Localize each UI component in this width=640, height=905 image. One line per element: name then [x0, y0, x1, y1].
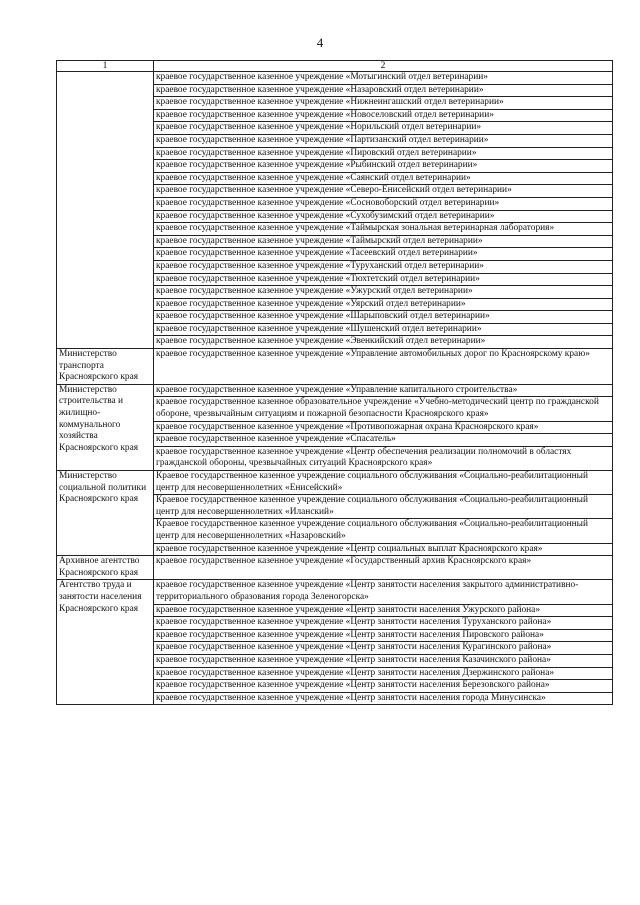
table-body	[57, 72, 613, 705]
table-row	[57, 580, 613, 604]
institution-cell: краевое государственное казенное учреждение «Партизанский отдел ветеринарии»	[154, 134, 613, 147]
institution-cell: краевое государственное казенное учреждение «Новоселовский отдел ветеринарии»	[154, 109, 613, 122]
institution-cell: краевое государственное казенное учреждение «Центр занятости населения Казачинского района»	[154, 654, 613, 667]
institutions-table	[56, 60, 613, 705]
institution-cell: краевое государственное казенное учреждение «Центр обеспечения реализации полномочий в областях гражданской обороны, чрезвычайных ситуаций Красноярского края»	[154, 446, 613, 470]
header-row	[57, 61, 613, 72]
institution-cell: краевое государственное казенное учреждение «Ужурский отдел ветеринарии»	[154, 286, 613, 299]
institution-cell: краевое государственное казенное образовательное учреждение «Учебно-методический центр по гражданской обороне, чрезвычайным ситуациям и пожарной безопасности Красноярского края»	[154, 397, 613, 421]
institution-cell: краевое государственное казенное учреждение «Уярский отдел ветеринарии»	[154, 298, 613, 311]
institution-cell: краевое государственное казенное учреждение «Противопожарная охрана Красноярского края»	[154, 421, 613, 434]
organization-cell: Министерство транспорта Красноярского края	[57, 349, 154, 385]
institution-cell: краевое государственное казенное учреждение «Мотыгинский отдел ветеринарии»	[154, 72, 613, 85]
institution-cell: краевое государственное казенное учреждение «Тасеевский отдел ветеринарии»	[154, 248, 613, 261]
institution-cell: краевое государственное казенное учреждение «Туруханский отдел ветеринарии»	[154, 260, 613, 273]
institution-cell: краевое государственное казенное учреждение «Таймырская зональная ветеринарная лаборатория»	[154, 223, 613, 236]
institution-cell: краевое государственное казенное учреждение «Нижнеингашский отдел ветеринарии»	[154, 97, 613, 110]
institution-cell: краевое государственное казенное учреждение «Сосновоборский отдел ветеринарии»	[154, 197, 613, 210]
institution-cell: краевое государственное казенное учреждение «Центр занятости населения Дзержинского района»	[154, 667, 613, 680]
organization-cell: Агентство труда и занятости населения Красноярского края	[57, 580, 154, 705]
institution-cell: краевое государственное казенное учреждение «Шушенский отдел ветеринарии»	[154, 323, 613, 336]
institution-cell: краевое государственное казенное учреждение «Пировский отдел ветеринарии»	[154, 147, 613, 160]
institution-cell: краевое государственное казенное учреждение «Центр занятости населения закрытого административно-территориального образования города Зеленогорска»	[154, 580, 613, 604]
column-header-2: 2	[154, 61, 613, 72]
institution-cell: краевое государственное казенное учреждение «Центр занятости населения Березовского района»	[154, 680, 613, 693]
institution-cell: краевое государственное казенное учреждение «Управление капитального строительства»	[154, 384, 613, 397]
institution-cell: краевое государственное казенное учреждение «Тюхтетский отдел ветеринарии»	[154, 273, 613, 286]
page-number: 4	[316, 35, 324, 50]
institution-cell: краевое государственное казенное учреждение «Центр занятости населения Ужурского района»	[154, 604, 613, 617]
column-header-1: 1	[57, 61, 154, 72]
institution-cell: краевое государственное казенное учреждение «Саянский отдел ветеринарии»	[154, 172, 613, 185]
institution-cell: краевое государственное казенное учреждение «Центр занятости населения Пировского района»	[154, 629, 613, 642]
institution-cell: краевое государственное казенное учреждение «Центр занятости населения Туруханского района»	[154, 617, 613, 630]
institution-cell: краевое государственное казенное учреждение «Назаровский отдел ветеринарии»	[154, 84, 613, 97]
table-row	[57, 349, 613, 385]
institution-cell: краевое государственное казенное учреждение «Государственный архив Красноярского края»	[154, 556, 613, 580]
table-row	[57, 72, 613, 85]
institution-cell: краевое государственное казенное учреждение «Спасатель»	[154, 434, 613, 447]
table-row	[57, 384, 613, 397]
table-row	[57, 471, 613, 495]
organization-cell-empty	[57, 72, 154, 349]
institution-cell: краевое государственное казенное учреждение «Северо-Енисейский отдел ветеринарии»	[154, 185, 613, 198]
institution-cell: краевое государственное казенное учреждение «Сухобузимский отдел ветеринарии»	[154, 210, 613, 223]
institution-cell: краевое государственное казенное учреждение «Рыбинский отдел ветеринарии»	[154, 160, 613, 173]
institution-cell: Краевое государственное казенное учреждение социального обслуживания «Социально-реабилитационный центр для несовершеннолетних «Иланский»	[154, 495, 613, 519]
institution-cell: Краевое государственное казенное учреждение социального обслуживания «Социально-реабилитационный центр для несовершеннолетних «Енисейский»	[154, 471, 613, 495]
institution-cell: краевое государственное казенное учреждение «Шарыповский отдел ветеринарии»	[154, 311, 613, 324]
institution-cell: Краевое государственное казенное учреждение социального обслуживания «Социально-реабилитационный центр для несовершеннолетних «Назаровский»	[154, 519, 613, 543]
institution-cell: краевое государственное казенное учреждение «Центр занятости населения Курагинского района»	[154, 642, 613, 655]
institution-cell: краевое государственное казенное учреждение «Центр социальных выплат Красноярского края»	[154, 543, 613, 556]
organization-cell: Министерство строительства и жилищно-коммунального хозяйства Красноярского края	[57, 384, 154, 470]
institution-cell: краевое государственное казенное учреждение «Таймырский отдел ветеринарии»	[154, 235, 613, 248]
organization-cell: Министерство социальной политики Красноярского края	[57, 471, 154, 556]
table-row	[57, 556, 613, 580]
institution-cell: краевое государственное казенное учреждение «Эвенкийский отдел ветеринарии»	[154, 336, 613, 349]
institution-cell: краевое государственное казенное учреждение «Норильский отдел ветеринарии»	[154, 122, 613, 135]
institution-cell: краевое государственное казенное учреждение «Центр занятости населения города Минусинска»	[154, 692, 613, 705]
organization-cell: Архивное агентство Красноярского края	[57, 556, 154, 580]
institution-cell: краевое государственное казенное учреждение «Управление автомобильных дорог по Красноярскому краю»	[154, 349, 613, 385]
